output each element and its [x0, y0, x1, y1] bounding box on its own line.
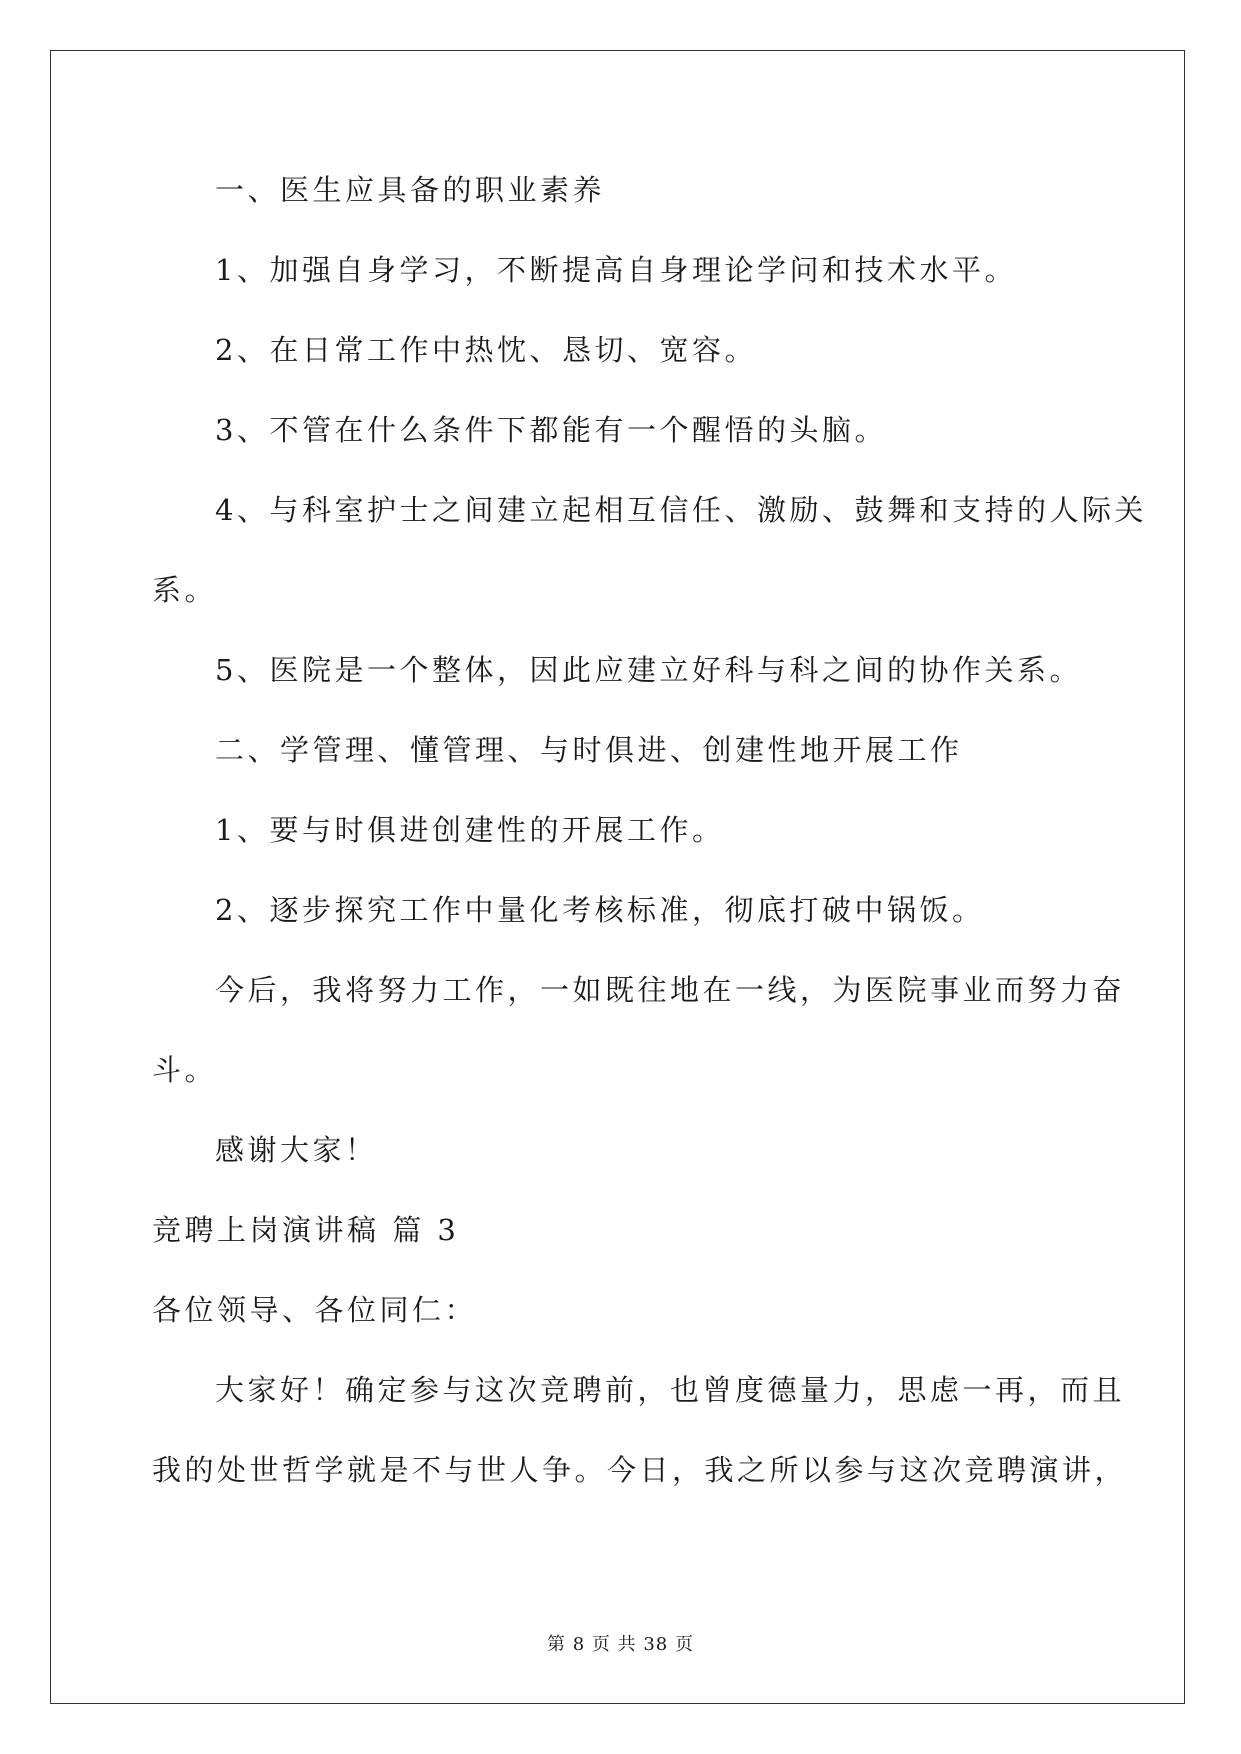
paragraph-line: 3、不管在什么条件下都能有一个醒悟的头脑。: [215, 413, 887, 447]
paragraph-line: 1、加强自身学习，不断提高自身理论学问和技术水平。: [215, 253, 1017, 287]
paragraph-line: 今后，我将努力工作，一如既往地在一线，为医院事业而努力奋: [215, 973, 1126, 1007]
paragraph-line: 5、医院是一个整体，因此应建立好科与科之间的协作关系。: [215, 653, 1082, 687]
salutation: 各位领导、各位同仁：: [152, 1293, 478, 1327]
paragraph-line: 大家好！确定参与这次竞聘前，也曾度德量力，思虑一再，而且: [215, 1373, 1126, 1407]
closing-line: 感谢大家！: [215, 1133, 378, 1167]
paragraph-line: 4、与科室护士之间建立起相互信任、激励、鼓舞和支持的人际关: [215, 493, 1147, 527]
section-heading-1: 一、医生应具备的职业素养: [215, 173, 606, 207]
section-heading-2: 二、学管理、懂管理、与时俱进、创建性地开展工作: [215, 733, 963, 767]
paragraph-line: 斗。: [152, 1053, 218, 1087]
page-number-footer: 第 8 页 共 38 页: [547, 1634, 694, 1655]
paragraph-line: 1、要与时俱进创建性的开展工作。: [215, 813, 725, 847]
article-title: 竞聘上岗演讲稿 篇 3: [152, 1213, 460, 1247]
paragraph-line: 我的处世哲学就是不与世人争。今日，我之所以参与这次竞聘演讲，: [152, 1453, 1128, 1487]
paragraph-line: 2、在日常工作中热忱、恳切、宽容。: [215, 333, 757, 367]
paragraph-line: 系。: [152, 573, 218, 607]
paragraph-line: 2、逐步探究工作中量化考核标准，彻底打破中锅饭。: [215, 893, 985, 927]
